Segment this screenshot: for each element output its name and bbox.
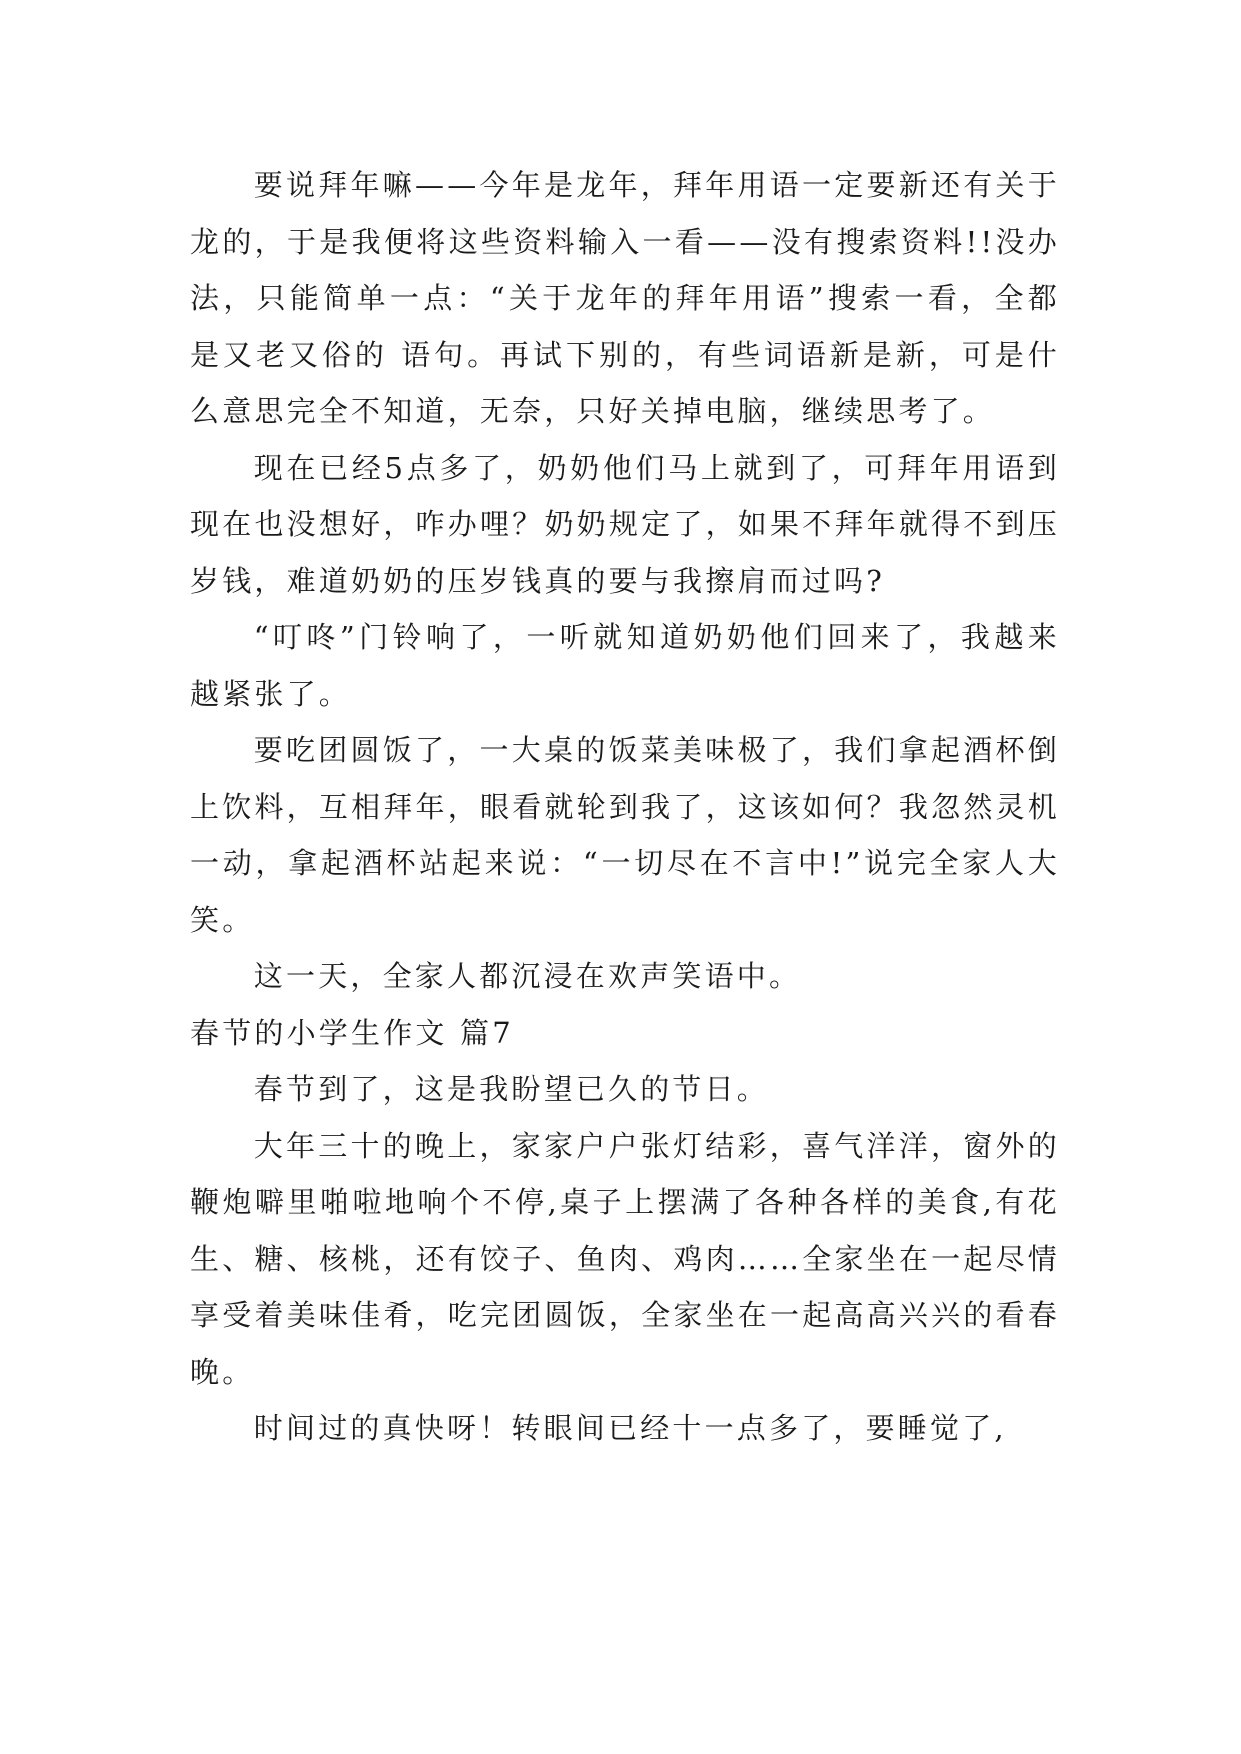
paragraph: 春节到了，这是我盼望已久的节日。 <box>253 1072 769 1106</box>
paragraph: 现在已经5点多了，奶奶他们马上就到了，可拜年用语到现在也没想好，咋办哩？奶奶规定了，如果不拜年就得不到压岁钱，难道奶奶的压岁钱真的要与我擦肩而过吗? <box>190 450 1060 598</box>
document-body <box>190 157 1060 1457</box>
section-title: 春节的小学生作文 篇7 <box>190 1015 514 1050</box>
paragraph: 大年三十的晚上，家家户户张灯结彩，喜气洋洋，窗外的鞭炮噼里啪啦地响个不停,桌子上摆满了各种各样的美食,有花生、糖、核桃，还有饺子、鱼肉、鸡肉……全家坐在一起尽情享受着美味佳肴，吃完团圆饭，全家坐在一起高高兴兴的看春晚。 <box>190 1128 1060 1389</box>
paragraph: 时间过的真快呀！转眼间已经十一点多了，要睡觉了, <box>253 1411 1007 1445</box>
paragraph: 要吃团圆饭了，一大桌的饭菜美味极了，我们拿起酒杯倒上饮料，互相拜年，眼看就轮到我了，这该如何？我忽然灵机一动，拿起酒杯站起来说：“一切尽在不言中!”说完全家人大笑。 <box>190 733 1060 937</box>
paragraph: 这一天，全家人都沉浸在欢声笑语中。 <box>253 959 802 993</box>
paragraph: “叮咚”门铃响了，一听就知道奶奶他们回来了，我越来越紧张了。 <box>190 620 1060 711</box>
paragraph: 要说拜年嘛——今年是龙年，拜年用语一定要新还有关于龙的，于是我便将这些资料输入一看——没有搜索资料!!没办法，只能简单一点：“关于龙年的拜年用语”搜索一看，全都是又老又俗的 语句。再试下别的，有些词语新是新，可是什么意思完全不知道，无奈，只好关掉电脑，继续思考了。 <box>190 168 1060 428</box>
